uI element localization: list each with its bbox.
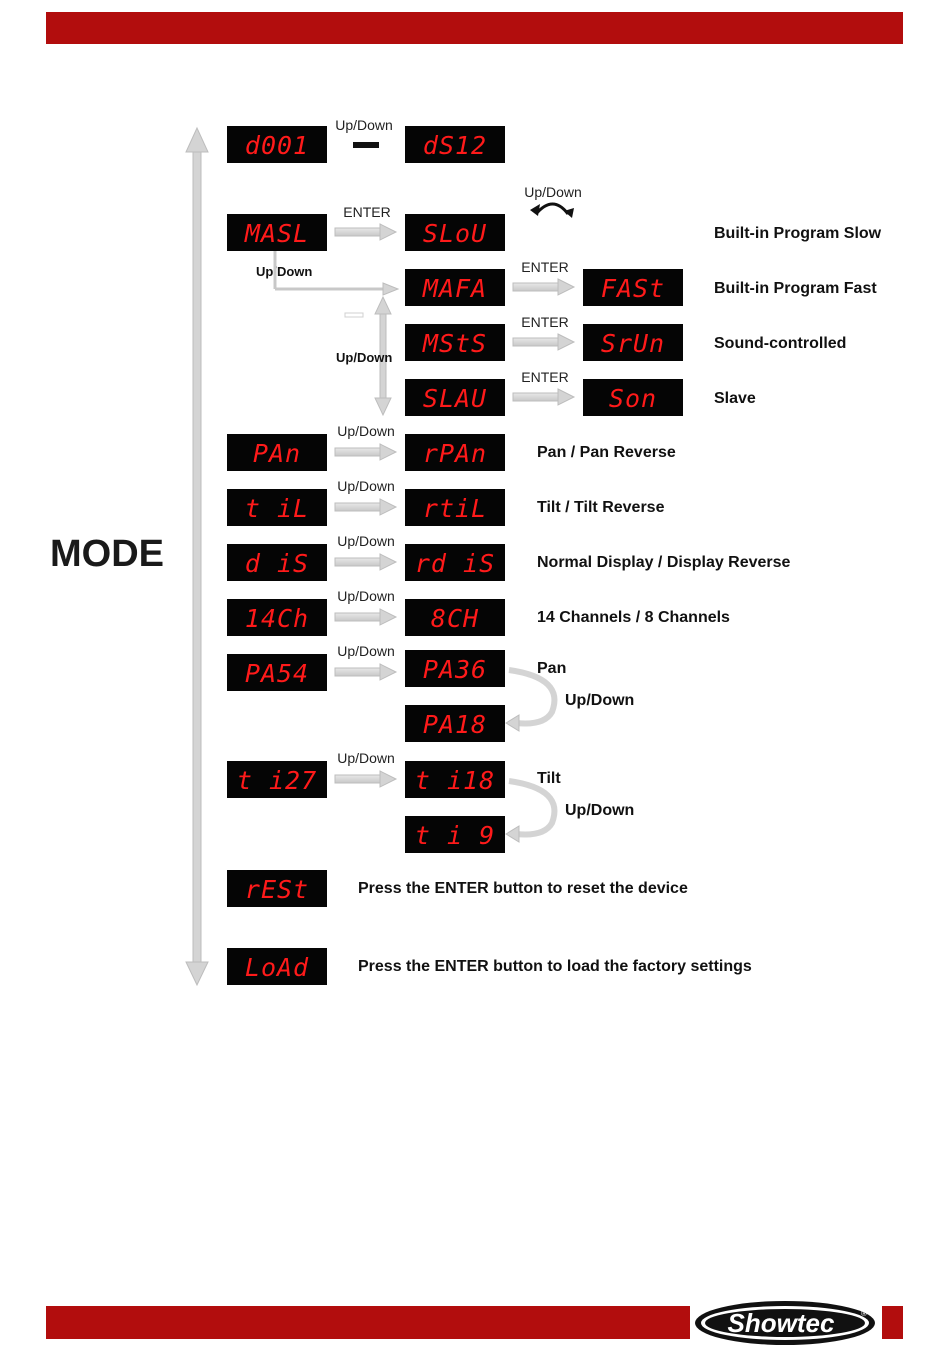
pan-up-down-label: Up/Down xyxy=(565,692,635,709)
up-down-label-bold: Up/Down xyxy=(336,350,393,365)
desc-display: Normal Display / Display Reverse xyxy=(537,554,791,571)
display-rpan-text: rPAn xyxy=(422,439,488,468)
up-down-label: Up/Down xyxy=(337,423,395,439)
desc-slave: Slave xyxy=(714,390,756,407)
desc-sound: Sound-controlled xyxy=(714,335,847,352)
display-pa54-text: PA54 xyxy=(244,659,310,688)
display-d512-text: dS12 xyxy=(422,131,488,160)
desc-reset: Press the ENTER button to reset the device xyxy=(358,880,688,897)
up-down-label: Up/Down xyxy=(337,478,395,494)
up-down-arrow xyxy=(335,444,396,460)
row-pan-angle xyxy=(227,643,634,742)
row-master xyxy=(227,204,882,251)
enter-arrow xyxy=(513,389,574,405)
desc-pan: Pan / Pan Reverse xyxy=(537,444,676,461)
display-slou-text: SLoU xyxy=(422,219,488,248)
up-down-label: Up/Down xyxy=(335,117,393,133)
desc-pan-label: Pan xyxy=(537,660,567,677)
up-down-label: Up/Down xyxy=(337,533,395,549)
up-down-arrow xyxy=(335,609,396,625)
display-14ch-text: 14Ch xyxy=(244,604,310,633)
row-slave xyxy=(405,369,756,416)
row-pan xyxy=(227,423,676,471)
row-load xyxy=(227,948,752,985)
display-pa18-text: PA18 xyxy=(422,710,488,739)
display-ti9-text: t i 9 xyxy=(414,821,496,850)
desc-tilt-label: Tilt xyxy=(537,770,561,787)
logo-text: Showtec xyxy=(727,1308,835,1338)
display-masl-text: MASL xyxy=(244,219,310,248)
cycle-arrow xyxy=(524,184,582,218)
row-address xyxy=(227,117,505,163)
up-down-label: Up/Down xyxy=(337,750,395,766)
row-sound xyxy=(405,314,846,361)
enter-arrow xyxy=(335,224,396,240)
tilt-up-down-label: Up/Down xyxy=(565,802,635,819)
display-load-text: LoAd xyxy=(244,953,310,982)
enter-label: ENTER xyxy=(521,369,569,385)
up-down-arrow xyxy=(335,771,396,787)
main-vertical-arrow xyxy=(186,128,208,985)
row-fast xyxy=(405,259,877,306)
display-ti18-text: t i18 xyxy=(414,766,496,795)
enter-label: ENTER xyxy=(521,314,569,330)
display-pa36-text: PA36 xyxy=(422,655,488,684)
up-down-label: Up/Down xyxy=(337,588,395,604)
display-ti27-text: t i27 xyxy=(236,766,318,795)
enter-arrow xyxy=(513,279,574,295)
mode-label: MODE xyxy=(50,533,164,575)
display-8ch-text: 8CH xyxy=(430,604,480,633)
row-tilt-angle xyxy=(227,750,634,853)
desc-slow: Built-in Program Slow xyxy=(714,225,882,242)
row-reset xyxy=(227,870,688,907)
branch-connector xyxy=(256,251,398,295)
tilt-cycle-arrow xyxy=(506,781,554,842)
up-down-label: Up/Down xyxy=(524,184,582,200)
dash-separator xyxy=(353,142,379,148)
enter-arrow xyxy=(513,334,574,350)
display-rest-text: rESt xyxy=(244,875,310,904)
up-down-label-bold: Up/Down xyxy=(256,264,313,279)
pan-cycle-arrow xyxy=(506,670,554,731)
row-display xyxy=(227,533,791,581)
display-pan-text: PAn xyxy=(252,439,302,468)
row-tilt xyxy=(227,478,665,526)
display-rdis-text: rd iS xyxy=(414,549,496,578)
up-down-arrow xyxy=(335,499,396,515)
enter-label: ENTER xyxy=(343,204,391,220)
display-mafa-text: MAFA xyxy=(422,274,488,303)
desc-channels: 14 Channels / 8 Channels xyxy=(537,609,730,626)
display-slau-text: SLAU xyxy=(422,384,488,413)
enter-label: ENTER xyxy=(521,259,569,275)
display-fast-text: FASt xyxy=(600,274,666,303)
desc-load: Press the ENTER button to load the factory settings xyxy=(358,958,752,975)
display-til-text: t iL xyxy=(244,494,310,523)
desc-fast: Built-in Program Fast xyxy=(714,280,877,297)
display-d001-text: d001 xyxy=(244,131,310,160)
display-srun-text: SrUn xyxy=(600,329,666,358)
desc-tilt: Tilt / Tilt Reverse xyxy=(537,499,665,516)
display-msts-text: MStS xyxy=(422,329,488,358)
row-channels xyxy=(227,588,730,636)
display-son-text: Son xyxy=(608,384,658,413)
display-rtil-text: rtiL xyxy=(422,494,488,523)
up-down-arrow xyxy=(335,664,396,680)
logo-mark: ® xyxy=(861,1309,867,1318)
up-down-arrow xyxy=(335,554,396,570)
display-dis-text: d iS xyxy=(244,549,310,578)
up-down-label: Up/Down xyxy=(337,643,395,659)
submenu-vertical-arrow xyxy=(336,297,392,415)
